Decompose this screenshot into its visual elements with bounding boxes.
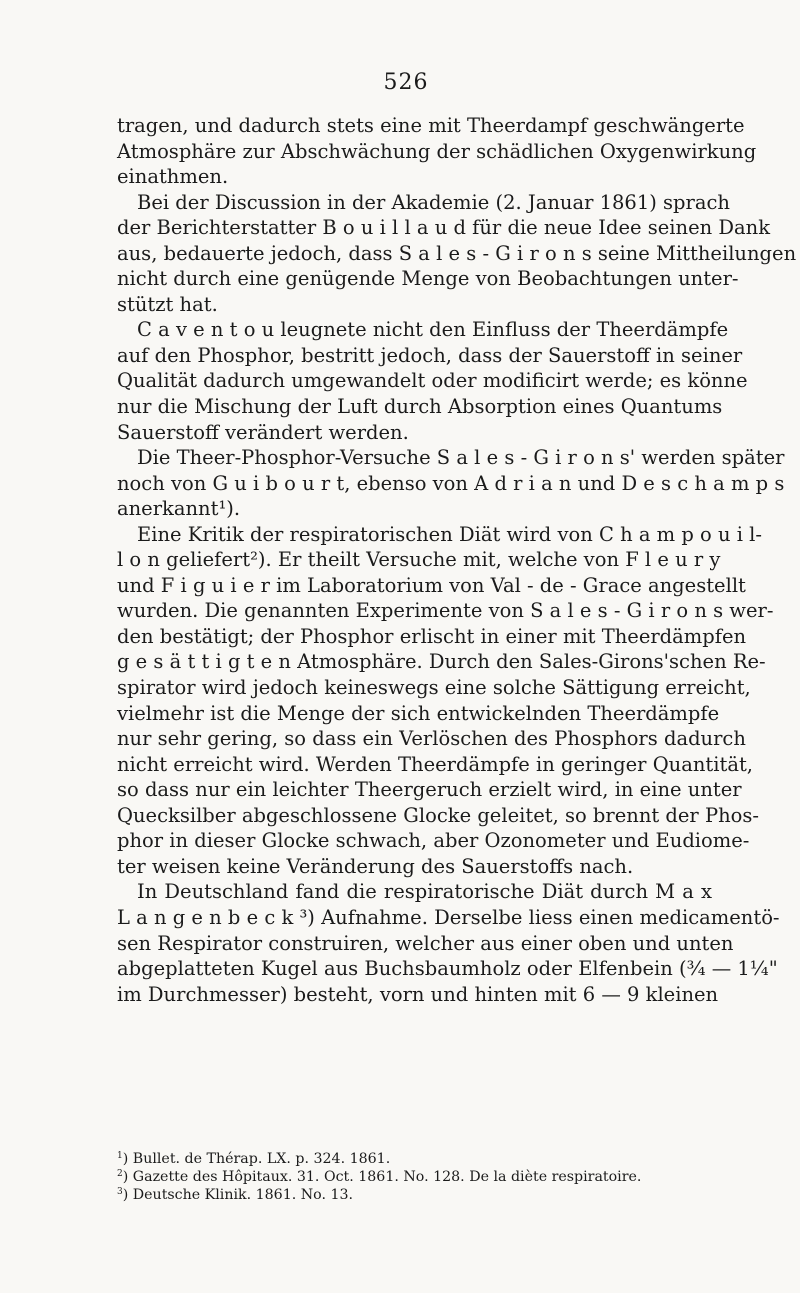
text-line: noch von G u i b o u r t, ebenso von A d r i a n und D e s c h a m p s: [117, 471, 785, 495]
text-line: Qualität dadurch umgewandelt oder modificirt werde; es könne: [117, 369, 748, 393]
body-text: [117, 113, 797, 1007]
page-number: 526: [383, 70, 429, 95]
text-line: spirator wird jedoch keineswegs eine solche Sättigung erreicht,: [117, 676, 751, 700]
text-line: aus, bedauerte jedoch, dass S a l e s - G i r o n s seine Mittheilungen: [117, 241, 797, 265]
footnote-mark: 3: [117, 1187, 123, 1197]
text-line: Atmosphäre zur Abschwächung der schädlichen Oxygenwirkung: [117, 139, 757, 163]
footnote: [117, 1147, 717, 1165]
text-line: der Berichterstatter B o u i l l a u d für die neue Idee seinen Dank: [117, 216, 771, 240]
footnote-text: ) Bullet. de Thérap. LX. p. 324. 1861.: [122, 1151, 391, 1167]
text-line: Die Theer-Phosphor-Versuche S a l e s - G i r o n s' werden später: [137, 446, 785, 470]
footnote-text: ) Deutsche Klinik. 1861. No. 13.: [122, 1187, 354, 1203]
text-line: abgeplatteten Kugel aus Buchsbaumholz oder Elfenbein (¾ — 1¼": [117, 957, 778, 981]
footnote: [117, 1165, 717, 1183]
text-line: so dass nur ein leichter Theergeruch erzielt wird, in eine unter: [117, 778, 742, 802]
text-line: ter weisen keine Veränderung des Sauerstoffs nach.: [117, 854, 634, 878]
text-line: anerkannt¹).: [117, 497, 241, 521]
text-line: den bestätigt; der Phosphor erlischt in einer mit Theerdämpfen: [117, 624, 747, 648]
text-line: einathmen.: [117, 165, 229, 189]
footnote-mark: 2: [117, 1169, 123, 1179]
text-line: C a v e n t o u leugnete nicht den Einfluss der Theerdämpfe: [137, 318, 729, 342]
footnote: [117, 1183, 717, 1201]
text-line: sen Respirator construiren, welcher aus einer oben und unten: [117, 931, 734, 955]
text-line: In Deutschland fand die respiratorische Diät durch M a x: [137, 880, 712, 904]
text-line: auf den Phosphor, bestritt jedoch, dass der Sauerstoff in seiner: [117, 343, 743, 367]
text-line: nur die Mischung der Luft durch Absorption eines Quantums: [117, 395, 723, 419]
text-line: Eine Kritik der respiratorischen Diät wird von C h a m p o u i l-: [137, 522, 762, 546]
text-line: nur sehr gering, so dass ein Verlöschen des Phosphors dadurch: [117, 727, 746, 751]
text-line: Bei der Discussion in der Akademie (2. Januar 1861) sprach: [137, 190, 730, 214]
footnote-text: ) Gazette des Hôpitaux. 31. Oct. 1861. No. 128. De la diète respiratoire.: [122, 1169, 642, 1185]
text-line: stützt hat.: [117, 292, 218, 316]
footnote-mark: 1: [117, 1151, 123, 1161]
text-line: tragen, und dadurch stets eine mit Theerdampf geschwängerte: [117, 114, 745, 137]
text-line: und F i g u i e r im Laboratorium von Val - de - Grace angestellt: [117, 573, 746, 597]
text-line: nicht durch eine genügende Menge von Beobachtungen unter-: [117, 267, 739, 291]
text-line: nicht erreicht wird. Werden Theerdämpfe in geringer Quantität,: [117, 752, 753, 776]
footnotes: [117, 1147, 717, 1201]
text-line: phor in dieser Glocke schwach, aber Ozonometer und Eudiome-: [117, 829, 750, 853]
text-line: l o n geliefert²). Er theilt Versuche mit, welche von F l e u r y: [117, 548, 721, 572]
text-line: vielmehr ist die Menge der sich entwickelnden Theerdämpfe: [117, 701, 720, 725]
text-line: Sauerstoff verändert werden.: [117, 420, 409, 444]
text-line: Quecksilber abgeschlossene Glocke geleitet, so brennt der Phos-: [117, 803, 759, 827]
text-line: wurden. Die genannten Experimente von S a l e s - G i r o n s wer-: [117, 599, 774, 623]
text-line: im Durchmesser) besteht, vorn und hinten mit 6 — 9 kleinen: [117, 982, 719, 1006]
text-line: g e s ä t t i g t e n Atmosphäre. Durch den Sales-Girons'schen Re-: [117, 650, 766, 674]
text-line: L a n g e n b e c k ³) Aufnahme. Derselbe liess einen medicamentö-: [117, 905, 780, 929]
